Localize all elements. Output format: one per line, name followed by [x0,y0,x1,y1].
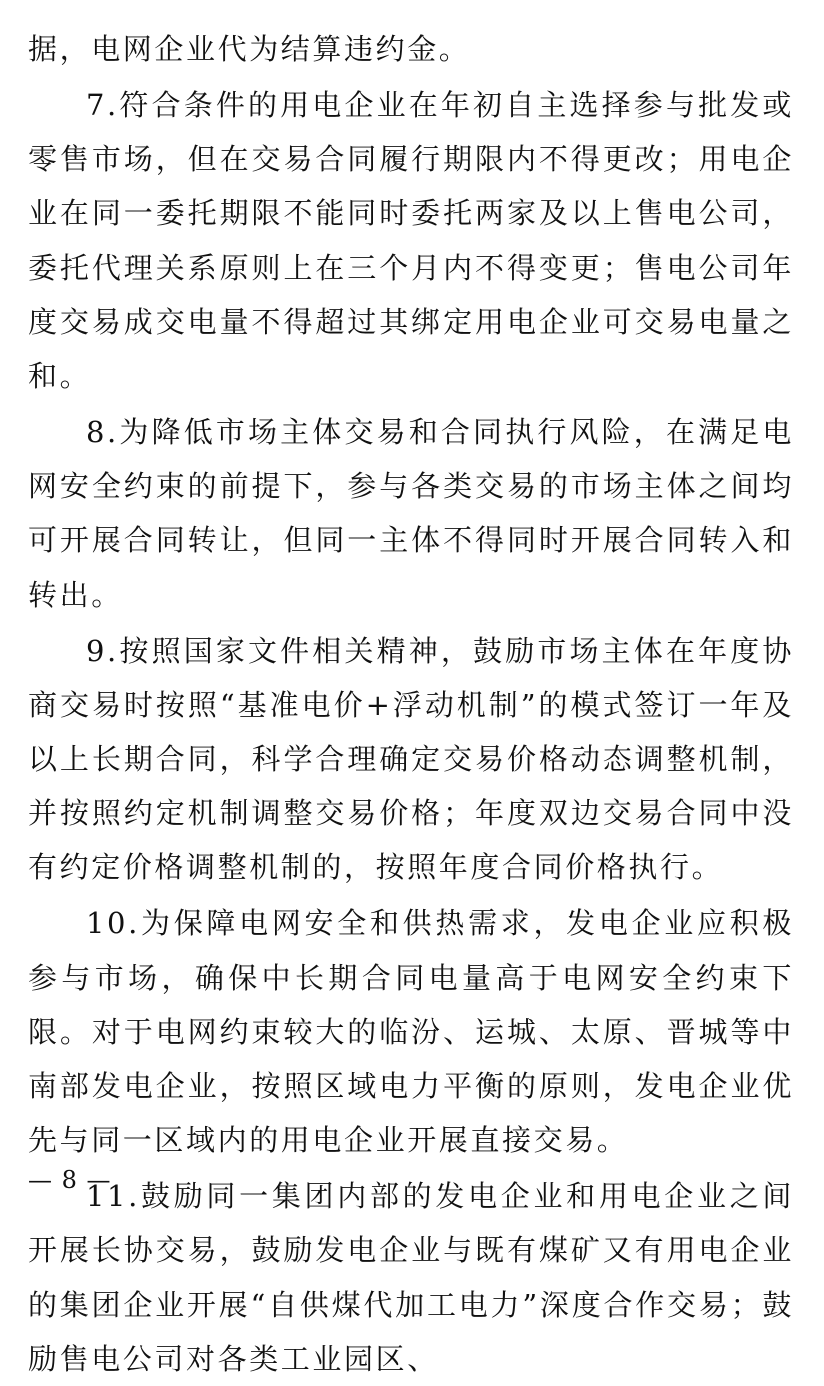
paragraph-item-9: 9.按照国家文件相关精神，鼓励市场主体在年度协商交易时按照“基准电价+浮动机制”的模式签订一年及以上长期合同，科学合理确定交易价格动态调整机制，并按照约定机制调整交易价格；年度双边交易合同中没有约定价格调整机制的，按照年度合同价格执行。 [28,633,794,885]
page-number: — 8 — [28,1166,112,1194]
paragraph-item-7: 7.符合条件的用电企业在年初自主选择参与批发或零售市场，但在交易合同履行期限内不得更改；用电企业在同一委托期限不能同时委托两家及以上售电公司，委托代理关系原则上在三个月内不得变更；售电公司年度交易成交电量不得超过其绑定用电企业可交易电量之和。 [28,88,794,394]
paragraph-item-11: 11.鼓励同一集团内部的发电企业和用电企业之间开展长协交易，鼓励发电企业与既有煤矿又有用电企业的集团企业开展“自供煤代加工电力”深度合作交易；鼓励售电公司对各类工业园区、 [28,1179,794,1376]
paragraph-item-10: 10.为保障电网安全和供热需求，发电企业应积极参与市场，确保中长期合同电量高于电网安全约束下限。对于电网约束较大的临汾、运城、太原、晋城等中南部发电企业，按照区域电力平衡的原则，发电企业优先与同一区域内的用电企业开展直接交易。 [28,906,794,1158]
paragraph-continuation: 据，电网企业代为结算违约金。 [28,32,471,66]
paragraph-item-8: 8.为降低市场主体交易和合同执行风险，在满足电网安全约束的前提下，参与各类交易的市场主体之间均可开展合同转让，但同一主体不得同时开展合同转入和转出。 [28,415,794,612]
